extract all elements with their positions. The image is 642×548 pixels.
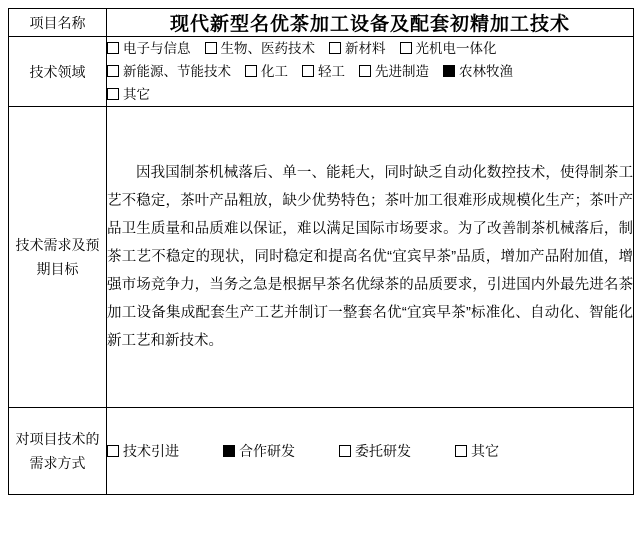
checkbox-option[interactable] bbox=[223, 438, 295, 464]
checkbox-icon[interactable] bbox=[359, 65, 371, 77]
checkbox-option[interactable] bbox=[443, 60, 513, 83]
tech-demand-body bbox=[107, 107, 634, 408]
checkbox-option[interactable] bbox=[455, 438, 499, 464]
checkbox-icon[interactable] bbox=[245, 65, 257, 77]
checkbox-label: 电子与信息 bbox=[123, 41, 191, 56]
checkbox-label: 化工 bbox=[261, 64, 288, 79]
checkbox-label: 轻工 bbox=[318, 64, 345, 79]
checkbox-option[interactable] bbox=[107, 60, 231, 83]
checkbox-icon[interactable] bbox=[107, 65, 119, 77]
checkbox-icon[interactable] bbox=[205, 42, 217, 54]
tech-field-options bbox=[107, 37, 634, 107]
checkbox-icon[interactable] bbox=[329, 42, 341, 54]
checkbox-icon[interactable] bbox=[455, 445, 467, 457]
checkbox-option[interactable] bbox=[107, 438, 179, 464]
table-row-project-name bbox=[9, 9, 634, 37]
row-label-demand-mode bbox=[9, 408, 107, 495]
label-text: 对项目技术的需求方式 bbox=[15, 431, 100, 471]
checkbox-label: 新能源、节能技术 bbox=[123, 64, 231, 79]
demand-mode-options bbox=[107, 408, 634, 495]
checkbox-label: 农林牧渔 bbox=[459, 64, 513, 79]
checkbox-option[interactable] bbox=[400, 37, 497, 60]
table-row-tech-field bbox=[9, 37, 634, 107]
checkbox-option[interactable] bbox=[205, 37, 316, 60]
row-label-project-name bbox=[9, 9, 107, 37]
checkbox-label: 新材料 bbox=[345, 41, 386, 56]
label-text: 项目名称 bbox=[29, 14, 86, 31]
checkbox-icon[interactable] bbox=[443, 65, 455, 77]
checkbox-label: 委托研发 bbox=[355, 443, 411, 459]
checkbox-icon[interactable] bbox=[107, 445, 119, 457]
row-label-tech-field bbox=[9, 37, 107, 107]
table-row-tech-demand bbox=[9, 107, 634, 408]
checkbox-icon[interactable] bbox=[107, 42, 119, 54]
checkbox-option[interactable] bbox=[107, 83, 150, 106]
checkbox-option[interactable] bbox=[359, 60, 429, 83]
checkbox-option[interactable] bbox=[302, 60, 345, 83]
checkbox-label: 先进制造 bbox=[375, 64, 429, 79]
table-row-demand-mode bbox=[9, 408, 634, 495]
checkbox-icon[interactable] bbox=[107, 88, 119, 100]
checkbox-label: 其它 bbox=[123, 87, 150, 102]
tech-demand-paragraph: 因我国制茶机械落后、单一、能耗大，同时缺乏自动化数控技术，使得制茶工艺不稳定，茶叶产品粗放，缺少优势特色；茶叶加工很难形成规模化生产；茶叶产品卫生质量和品质难以保证，难以满足国际市场要求。为了改善制茶机械落后，制茶工艺不稳定的现状，同时稳定和提高名优“宜宾早茶”品质，增加产品附加值，增强市场竞争力，当务之急是根据早茶名优绿茶的品质要求，引进国内外最先进名茶加工设备集成配套生产工艺并制订一整套名优“宜宾早茶”标准化、自动化、智能化新工艺和新技术。 bbox=[107, 165, 633, 349]
row-label-tech-demand bbox=[9, 107, 107, 408]
checkbox-label: 合作研发 bbox=[239, 443, 295, 459]
checkbox-label: 光机电一体化 bbox=[415, 41, 497, 56]
checkbox-label: 技术引进 bbox=[123, 443, 179, 459]
checkbox-label: 其它 bbox=[471, 443, 499, 459]
checkbox-icon[interactable] bbox=[400, 42, 412, 54]
checkbox-option[interactable] bbox=[245, 60, 288, 83]
document-page bbox=[0, 8, 642, 548]
checkbox-option[interactable] bbox=[339, 438, 411, 464]
checkbox-icon[interactable] bbox=[302, 65, 314, 77]
label-text: 技术需求及预期目标 bbox=[15, 237, 100, 277]
checkbox-option[interactable] bbox=[329, 37, 386, 60]
label-text: 技术领域 bbox=[29, 63, 86, 80]
project-name-value: 现代新型名优茶加工设备及配套初精加工技术 bbox=[107, 9, 634, 37]
checkbox-label: 生物、医药技术 bbox=[220, 41, 315, 56]
requirement-form bbox=[8, 8, 634, 495]
checkbox-icon[interactable] bbox=[339, 445, 351, 457]
checkbox-icon[interactable] bbox=[223, 445, 235, 457]
checkbox-option[interactable] bbox=[107, 37, 191, 60]
